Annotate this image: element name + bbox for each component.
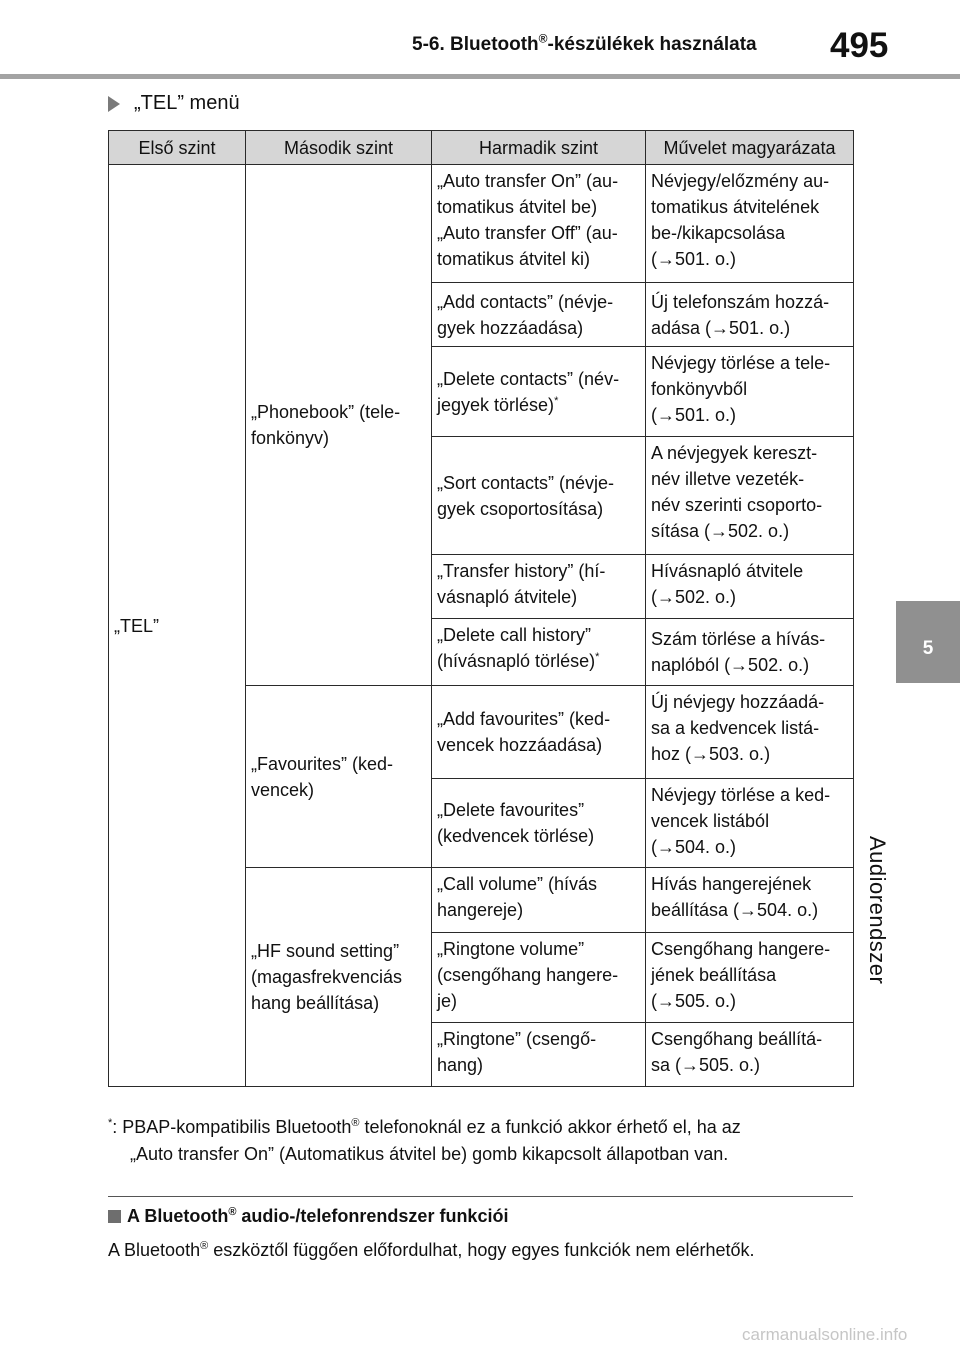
description-cell: Csengőhang hangere- jének beállítása (→505. o.)	[646, 933, 854, 1023]
description-cell: Névjegy törlése a ked- vencek listából (→504. o.)	[646, 779, 854, 868]
third-level-cell: „Ringtone volume” (csengőhang hangere- je)	[432, 933, 646, 1023]
second-level-cell: „Phonebook” (tele- fonkönyv)	[246, 165, 432, 686]
third-level-cell: „Delete contacts” (név- jegyek törlése)*	[432, 347, 646, 437]
triangle-bullet-icon	[108, 96, 120, 112]
description-cell: Hívásnapló átvitele (→502. o.)	[646, 555, 854, 619]
table-header: Első szint	[109, 131, 246, 165]
footnote-marker: *	[108, 1117, 113, 1129]
footnote: *: PBAP-kompatibilis Bluetooth® telefonoknál ez a funkció akkor érhető el, ha az „Auto transfer On” (Automatikus átvitel be) gomb kikapcsolt állapotban van.	[108, 1117, 741, 1164]
description-cell: Hívás hangerejének beállítása (→504. o.)	[646, 868, 854, 933]
table-row	[109, 165, 854, 283]
second-level-cell: „Favourites” (ked- vencek)	[246, 686, 432, 868]
third-level-cell: „Delete call history” (hívásnapló törlése)*	[432, 619, 646, 686]
third-level-cell: „Sort contacts” (névje- gyek csoportosítása)	[432, 437, 646, 555]
description-cell: Névjegy törlése a tele- fonkönyvből (→501. o.)	[646, 347, 854, 437]
third-level-cell: „Auto transfer On” (au- tomatikus átvitel be) „Auto transfer Off” (au- tomatikus átvitel ki)	[432, 165, 646, 283]
header-rule	[0, 74, 960, 79]
menu-heading	[108, 92, 240, 115]
chapter-label: Audiorendszer	[865, 836, 890, 985]
table-header: Harmadik szint	[432, 131, 646, 165]
watermark: carmanualsonline.info	[742, 1325, 908, 1344]
description-cell: Új névjegy hozzáadá- sa a kedvencek listá- hoz (→503. o.)	[646, 686, 854, 779]
square-bullet-icon	[108, 1210, 121, 1223]
second-level-cell: „HF sound setting” (magasfrekvenciás hang beállítása)	[246, 868, 432, 1087]
table-header: Második szint	[246, 131, 432, 165]
first-level-cell: „TEL”	[109, 165, 246, 1087]
third-level-cell: „Add favourites” (ked- vencek hozzáadása)	[432, 686, 646, 779]
description-cell: A névjegyek kereszt- név illetve vezeték- név szerinti csoporto- sítása (→502. o.)	[646, 437, 854, 555]
body-paragraph: A Bluetooth® eszköztől függően előfordulhat, hogy egyes funkciók nem elérhetők.	[108, 1240, 755, 1260]
description-cell: Csengőhang beállítá- sa (→505. o.)	[646, 1023, 854, 1087]
table-header: Művelet magyarázata	[646, 131, 854, 165]
chapter-number: 5	[922, 638, 934, 659]
third-level-cell: „Add contacts” (névje- gyek hozzáadása)	[432, 283, 646, 347]
description-cell: Szám törlése a hívás- naplóból (→502. o.)	[646, 619, 854, 686]
page-number: 495	[830, 26, 889, 65]
menu-heading-text: „TEL” menü	[134, 92, 240, 114]
third-level-cell: „Delete favourites” (kedvencek törlése)	[432, 779, 646, 868]
third-level-cell: „Call volume” (hívás hangereje)	[432, 868, 646, 933]
chapter-tab[interactable]	[896, 601, 960, 683]
description-cell: Új telefonszám hozzá- adása (→501. o.)	[646, 283, 854, 347]
description-cell: Névjegy/előzmény au- tomatikus átvitelének be-/kikapcsolása (→501. o.)	[646, 165, 854, 283]
subsection-heading: A Bluetooth® audio-/telefonrendszer funkciói	[108, 1206, 508, 1227]
third-level-cell: „Ringtone” (csengő- hang)	[432, 1023, 646, 1087]
tel-menu-table	[108, 130, 854, 1087]
table-header-row	[109, 131, 854, 165]
section-title: 5-6. Bluetooth®-készülékek használata	[412, 31, 757, 55]
section-divider	[108, 1196, 853, 1197]
third-level-cell: „Transfer history” (hí- vásnapló átvitele)	[432, 555, 646, 619]
